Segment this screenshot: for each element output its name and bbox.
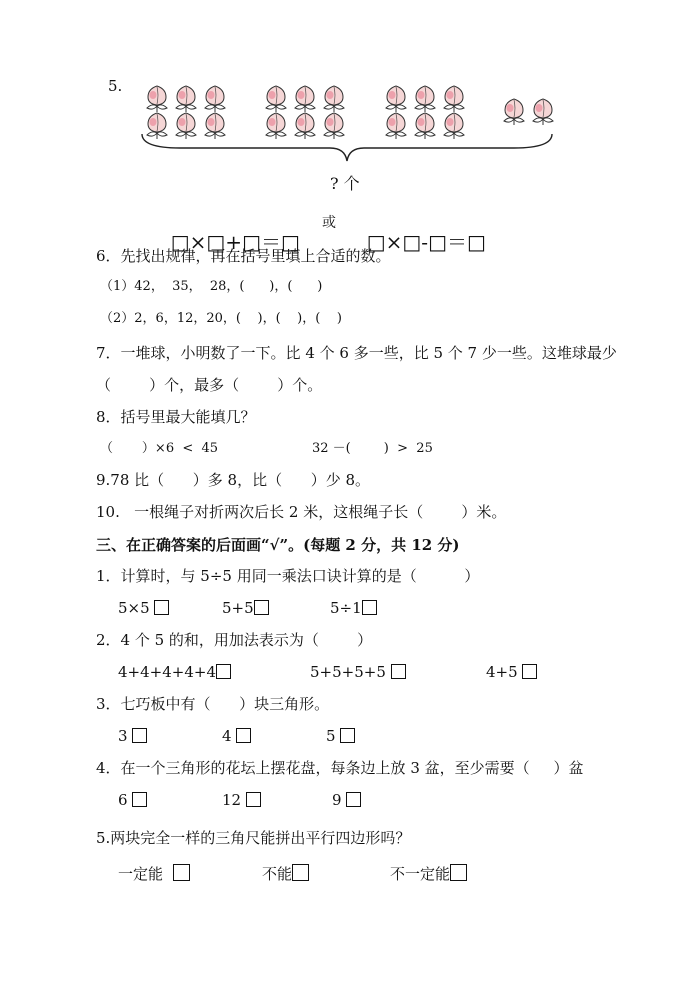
eq-left-4: □ — [242, 230, 261, 254]
c5-checkbox-1[interactable] — [173, 864, 190, 881]
eq-left-5: ＝ — [260, 230, 281, 254]
q8-left: （ ）×6 < 45 — [100, 441, 219, 456]
eq-left-0: □ — [170, 230, 190, 254]
q7-line1: 7．一堆球，小明数了一下。比 4 个 6 多一些，比 5 个 7 少一些。这堆球最少 — [96, 344, 617, 362]
eq-left-3: + — [225, 230, 243, 254]
c1-checkbox-2[interactable] — [254, 600, 269, 615]
q8-right: 32 －( ) > 25 — [312, 441, 433, 456]
c3-option-2: 4 — [222, 726, 251, 746]
c1-option-3: 5÷1 — [330, 598, 377, 618]
c2-option-2: 5+5+5+5 — [310, 662, 406, 682]
eq-left-2: □ — [206, 230, 226, 254]
c3-checkbox-1[interactable] — [132, 728, 147, 743]
q7-line2: （ ）个，最多（ ）个。 — [96, 376, 323, 394]
c4-option-3: 9 — [332, 790, 361, 810]
curly-brace — [140, 128, 555, 164]
c2-option-3: 4+5 — [486, 662, 537, 682]
eq-right-1: × — [385, 230, 403, 254]
peach-icon — [529, 97, 557, 131]
c5-checkbox-3[interactable] — [450, 864, 467, 881]
c1-option-1: 5×5 — [118, 598, 169, 618]
q10-text: 10. 一根绳子对折两次后长 2 米，这根绳子长（ ）米。 — [96, 503, 507, 521]
c4-option-1: 6 — [118, 790, 147, 810]
c5-option-3: 不一定能 — [390, 864, 467, 884]
c1-option-2: 5+5 — [222, 598, 269, 618]
eq-right-6: □ — [466, 230, 486, 254]
c5-question: 5.两块完全一样的三角尺能拼出平行四边形吗？ — [96, 829, 411, 847]
c3-option-1: 3 — [118, 726, 147, 746]
c4-question: 4．在一个三角形的花坛上摆花盘，每条边上放 3 盆，至少需要（ ）盆 — [96, 759, 584, 777]
eq-left-1: × — [189, 230, 207, 254]
c3-option-3: 5 — [326, 726, 355, 746]
c2-option-1: 4+4+4+4+4 — [118, 662, 231, 682]
c5-checkbox-2[interactable] — [292, 864, 309, 881]
c5-option-2: 不能 — [262, 864, 309, 884]
section3-title: 三、在正确答案的后面画“√”。(每题 2 分，共 12 分) — [96, 536, 460, 554]
eq-right-5: ＝ — [446, 230, 467, 254]
c3-checkbox-2[interactable] — [236, 728, 251, 743]
c2-question: 2．4 个 5 的和，用加法表示为（ ） — [96, 631, 373, 649]
eq-left-6: □ — [280, 230, 300, 254]
eq-right-3: - — [421, 230, 429, 254]
c2-checkbox-2[interactable] — [391, 664, 406, 679]
c5-option-1: 一定能 — [118, 864, 190, 884]
c1-question: 1．计算时，与 5÷5 用同一乘法口诀计算的是（ ） — [96, 567, 480, 585]
c1-checkbox-1[interactable] — [154, 600, 169, 615]
c4-checkbox-1[interactable] — [132, 792, 147, 807]
c4-checkbox-3[interactable] — [346, 792, 361, 807]
eq-right-0: □ — [366, 230, 386, 254]
q8-title: 8．括号里最大能填几？ — [96, 408, 256, 426]
q6-line2: （2）2，6，12，20，( )，( )，( ) — [100, 311, 342, 326]
c1-checkbox-3[interactable] — [362, 600, 377, 615]
c4-checkbox-2[interactable] — [246, 792, 261, 807]
or-word: 或 — [322, 215, 336, 231]
q5-number: 5. — [108, 77, 123, 95]
c4-option-2: 12 — [222, 790, 261, 810]
eq-right-2: □ — [402, 230, 422, 254]
c2-checkbox-3[interactable] — [522, 664, 537, 679]
peach-icon — [500, 97, 528, 131]
c3-checkbox-3[interactable] — [340, 728, 355, 743]
q6-line1: （1）42， 35， 28，( )，( ) — [100, 279, 323, 294]
eq-right-4: □ — [428, 230, 447, 254]
c3-question: 3．七巧板中有（ ）块三角形。 — [96, 695, 330, 713]
c2-checkbox-1[interactable] — [216, 664, 231, 679]
q6-title: 6．先找出规律，再在括号里填上合适的数。 — [96, 247, 391, 265]
q9-text: 9.78 比（ ）多 8，比（ ）少 8。 — [96, 471, 371, 489]
brace-label: ? 个 — [330, 174, 360, 193]
